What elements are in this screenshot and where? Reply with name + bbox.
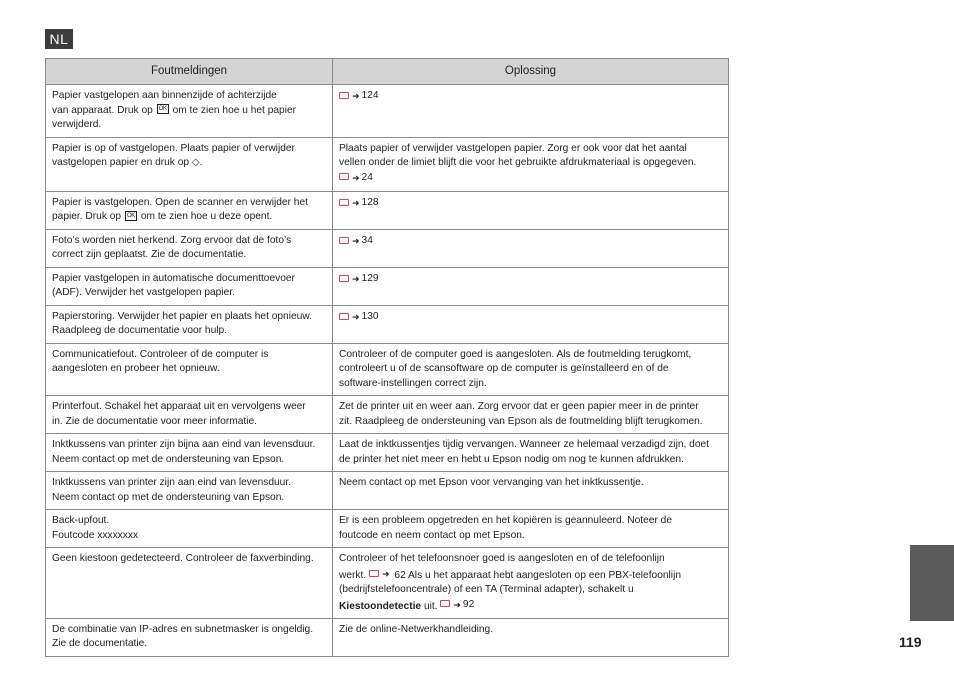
error-text: Neem contact op met de ondersteuning van Epson. — [52, 453, 285, 465]
language-badge: NL — [45, 29, 73, 49]
error-text: Raadpleeg de documentatie voor hulp. — [52, 325, 228, 337]
page-reference-link[interactable] — [339, 171, 373, 186]
reference-page: 92 — [462, 598, 475, 610]
solution-text: Neem contact op met Epson voor vervanging van het inktkussentje. — [339, 477, 644, 489]
solution-cell — [333, 396, 729, 434]
error-cell — [46, 137, 333, 191]
solution-text: controleert u of de scansoftware op de computer is geïnstalleerd en of de — [339, 363, 669, 375]
reference-page: 24 — [361, 171, 373, 183]
solution-text: Zet de printer uit en weer aan. Zorg ervoor dat er geen papier meer in de printer — [339, 401, 699, 413]
error-cell — [46, 267, 333, 305]
error-text-line — [52, 210, 326, 225]
error-text: Papier vastgelopen aan binnenzijde of achterzijde — [52, 90, 277, 101]
error-text: Printerfout. Schakel het apparaat uit en vervolgens weer — [52, 401, 306, 413]
error-text: Communicatiefout. Controleer of de computer is — [52, 348, 269, 360]
book-icon — [339, 199, 349, 206]
solution-text: uit. — [423, 600, 438, 612]
table-row — [46, 229, 729, 267]
arrow-right-icon: ➜ — [352, 235, 360, 246]
error-cell — [46, 191, 333, 229]
solution-text-line — [339, 567, 722, 583]
reference-page: 128 — [361, 196, 379, 208]
table-row — [46, 548, 729, 619]
solution-cell — [333, 229, 729, 267]
book-icon — [339, 275, 349, 282]
arrow-right-icon: ➜ — [352, 172, 360, 183]
page-reference-link[interactable] — [339, 272, 379, 287]
page-reference-link[interactable] — [440, 598, 474, 613]
book-icon — [339, 313, 349, 320]
column-header-error-messages: Foutmeldingen — [46, 59, 333, 85]
solution-text: vellen onder de limiet blijft die voor het gebruikte afdrukmateriaal is opgegeven. — [339, 157, 697, 168]
solution-text: Plaats papier of verwijder vastgelopen papier. Zorg er ook voor dat het aantal — [339, 142, 687, 154]
error-text: van apparaat. Druk op — [52, 104, 153, 116]
table-row — [46, 434, 729, 472]
error-text: Foto’s worden niet herkend. Zorg ervoor dat de foto’s — [52, 234, 292, 246]
solution-text: Zie de online-Netwerkhandleiding. — [339, 623, 494, 635]
error-message-table — [45, 58, 729, 657]
column-header-solution: Oplossing — [333, 59, 729, 85]
error-cell — [46, 510, 333, 548]
chapter-side-tab — [910, 545, 954, 621]
arrow-right-icon: ➜ — [453, 599, 461, 610]
book-icon — [339, 237, 349, 244]
book-icon — [369, 570, 379, 577]
start-diamond-icon: ◇ — [191, 157, 200, 168]
error-text: Geen kiestoon gedetecteerd. Controleer de faxverbinding. — [52, 553, 314, 565]
error-cell — [46, 618, 333, 656]
error-text: correct zijn geplaatst. Zie de documentatie. — [52, 249, 247, 261]
table-header-row — [46, 59, 729, 85]
table-row — [46, 396, 729, 434]
solution-text-line — [339, 598, 722, 614]
error-text: Papier vastgelopen in automatische documenttoevoer — [52, 272, 295, 284]
error-text: De combinatie van IP-adres en subnetmasker is ongeldig. — [52, 623, 314, 635]
table-row — [46, 618, 729, 656]
error-text: Foutcode xxxxxxxx — [52, 529, 139, 541]
error-text: Back-upfout. — [52, 515, 110, 527]
table-row — [46, 472, 729, 510]
table-row — [46, 343, 729, 396]
book-icon — [440, 600, 450, 607]
solution-text: werkt. — [339, 569, 367, 581]
page-reference-link[interactable] — [339, 234, 373, 249]
arrow-right-icon: ➜ — [352, 311, 360, 322]
error-cell — [46, 548, 333, 619]
error-text: om te zien hoe u deze opent. — [140, 211, 273, 223]
page-reference-link[interactable] — [339, 89, 379, 104]
error-text: aangesloten en probeer het opnieuw. — [52, 363, 220, 375]
page-reference-link[interactable] — [369, 567, 392, 582]
arrow-right-icon: ➜ — [352, 273, 360, 284]
reference-page: 124 — [361, 90, 379, 101]
error-text: Zie de documentatie. — [52, 638, 148, 650]
solution-text: de printer het niet meer en hebt u Epson nodig om nog te kunnen afdrukken. — [339, 453, 684, 465]
solution-cell — [333, 618, 729, 656]
solution-cell — [333, 267, 729, 305]
reference-page: 130 — [361, 310, 379, 322]
error-cell — [46, 305, 333, 343]
book-icon — [339, 92, 349, 99]
book-icon — [339, 173, 349, 180]
error-cell — [46, 434, 333, 472]
table-row — [46, 85, 729, 138]
solution-text: Controleer of de computer goed is aangesloten. Als de foutmelding terugkomt, — [339, 348, 692, 360]
arrow-right-icon: ➜ — [352, 197, 360, 208]
error-text: Inktkussens van printer zijn aan eind van levensduur. — [52, 477, 291, 489]
error-cell — [46, 343, 333, 396]
table-row — [46, 267, 729, 305]
error-text: Papier is op of vastgelopen. Plaats papier of verwijder — [52, 142, 295, 154]
solution-cell — [333, 472, 729, 510]
solution-cell — [333, 191, 729, 229]
reference-page: 34 — [361, 234, 373, 246]
setting-name: Kiestoondetectie — [339, 600, 422, 612]
error-text: om te zien hoe u het papier — [172, 104, 297, 116]
solution-cell — [333, 305, 729, 343]
solution-text: foutcode en neem contact op met Epson. — [339, 529, 525, 541]
page-number: 119 — [899, 634, 922, 650]
error-cell — [46, 229, 333, 267]
error-text: (ADF). Verwijder het vastgelopen papier. — [52, 287, 235, 299]
error-text: Papier is vastgelopen. Open de scanner en verwijder het — [52, 196, 308, 208]
solution-text: (bedrijfstelefooncentrale) of een TA (Terminal adapter), schakelt u — [339, 584, 634, 595]
solution-text: Controleer of het telefoonsnoer goed is aangesloten en of de telefoonlijn — [339, 553, 665, 565]
table-row — [46, 305, 729, 343]
solution-cell — [333, 343, 729, 396]
solution-text: Laat de inktkussentjes tijdig vervangen. Wanneer ze helemaal verzadigd zijn, doet — [339, 439, 709, 451]
error-text: Neem contact op met de ondersteuning van Epson. — [52, 491, 285, 503]
error-text-line — [52, 156, 326, 171]
ok-button-icon: OK — [158, 105, 167, 112]
error-text: Inktkussens van printer zijn bijna aan eind van levensduur. — [52, 439, 316, 451]
error-text: vastgelopen papier en druk op — [52, 157, 190, 168]
solution-text: 62 Als u het apparaat hebt aangesloten op een PBX-telefoonlijn — [394, 569, 682, 581]
error-cell — [46, 396, 333, 434]
solution-cell — [333, 548, 729, 619]
error-text: Papierstoring. Verwijder het papier en plaats het opnieuw. — [52, 310, 312, 322]
solution-cell — [333, 137, 729, 191]
table-row — [46, 191, 729, 229]
ok-button-icon: OK — [126, 212, 136, 219]
solution-text: Er is een probleem opgetreden en het kopiëren is geannuleerd. Noteer de — [339, 515, 673, 527]
reference-page: 129 — [361, 272, 379, 284]
table-row — [46, 510, 729, 548]
error-text-line — [52, 104, 326, 119]
table-row — [46, 137, 729, 191]
page-reference-link[interactable] — [339, 310, 379, 325]
error-cell — [46, 85, 333, 138]
solution-text: zit. Raadpleeg de ondersteuning van Epson als de foutmelding blijft terugkomen. — [339, 415, 703, 427]
arrow-right-icon: ➜ — [352, 91, 360, 101]
page-reference-link[interactable] — [339, 196, 379, 211]
error-text: verwijderd. — [52, 119, 102, 130]
error-text: papier. Druk op — [52, 211, 122, 223]
solution-cell — [333, 434, 729, 472]
arrow-right-icon: ➜ — [382, 568, 390, 579]
error-text: . — [199, 157, 203, 168]
error-text: in. Zie de documentatie voor meer informatie. — [52, 415, 257, 427]
solution-cell — [333, 510, 729, 548]
solution-text: software-instellingen correct zijn. — [339, 377, 487, 389]
error-cell — [46, 472, 333, 510]
solution-cell — [333, 85, 729, 138]
